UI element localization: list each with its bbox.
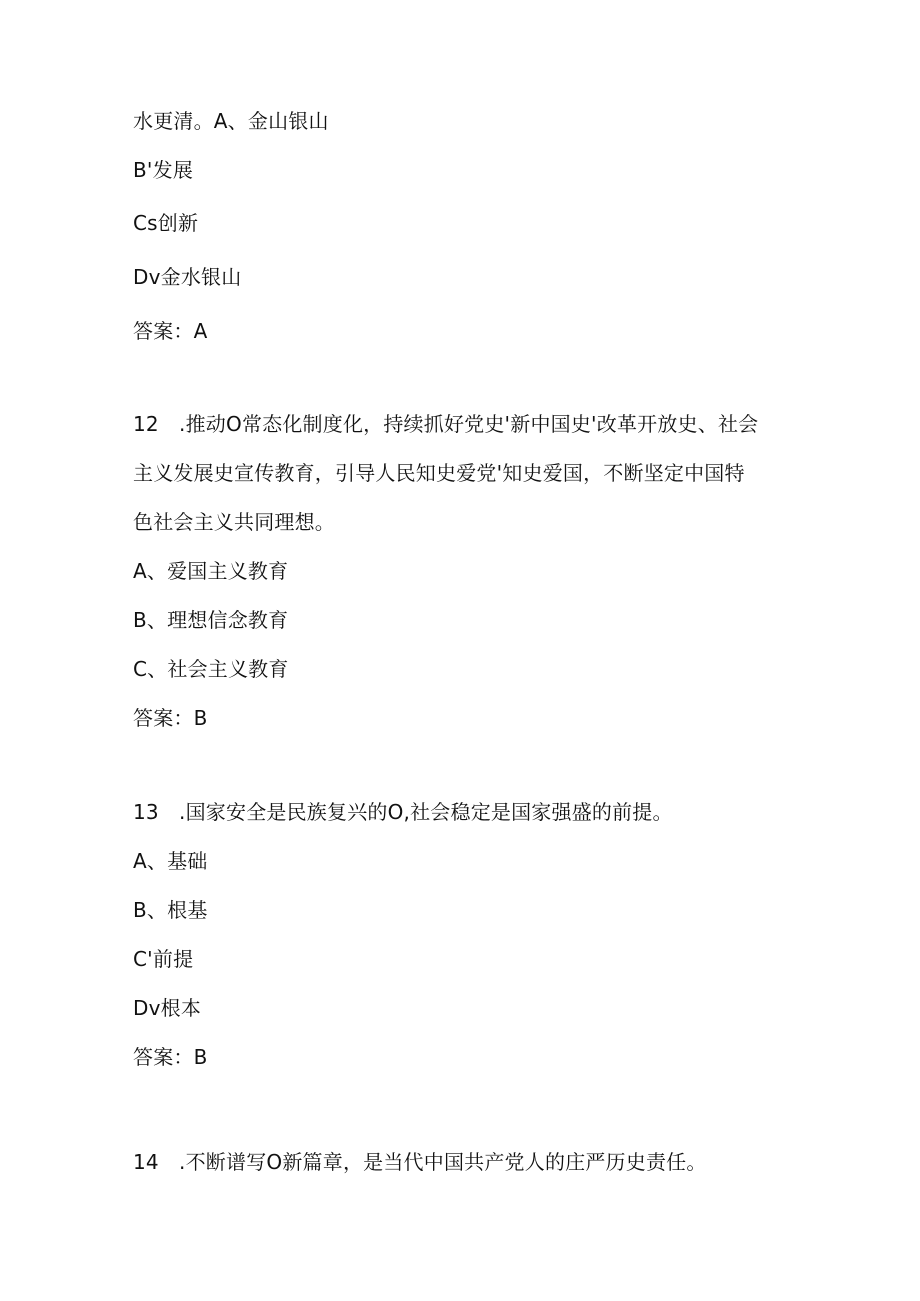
q14-stem: 14 .不断谱写O新篇章，是当代中国共产党人的庄严历史责任。 (133, 1150, 707, 1174)
q12-stem-line-1: 12 .推动O常态化制度化，持续抓好党史'新中国史'改革开放史、社会 (133, 412, 759, 436)
q12-stem-line-2: 主义发展史宣传教育，引导人民知史爱党'知史爱国，不断坚定中国特 (133, 461, 745, 485)
q12-option-b: B、理想信念教育 (133, 608, 289, 632)
q13-option-d: Dv根本 (133, 996, 202, 1020)
q12-option-a: A、爱国主义教育 (133, 559, 289, 583)
q13-answer: 答案：B (133, 1045, 208, 1069)
q12-answer: 答案：B (133, 706, 208, 730)
q11-option-c: Cs创新 (133, 211, 199, 235)
q13-stem: 13 .国家安全是民族复兴的O,社会稳定是国家强盛的前提。 (133, 800, 673, 824)
q13-option-c: C'前提 (133, 947, 194, 971)
q13-option-b: B、根基 (133, 898, 208, 922)
q12-option-c: C、社会主义教育 (133, 657, 289, 681)
q11-stem-tail: 水更清。A、金山银山 (133, 109, 329, 133)
q11-answer: 答案：A (133, 319, 208, 343)
q11-option-b: B'发展 (133, 158, 194, 182)
q13-option-a: A、基础 (133, 849, 208, 873)
q12-stem-line-3: 色社会主义共同理想。 (133, 510, 335, 534)
q11-option-d: Dv金水银山 (133, 265, 242, 289)
